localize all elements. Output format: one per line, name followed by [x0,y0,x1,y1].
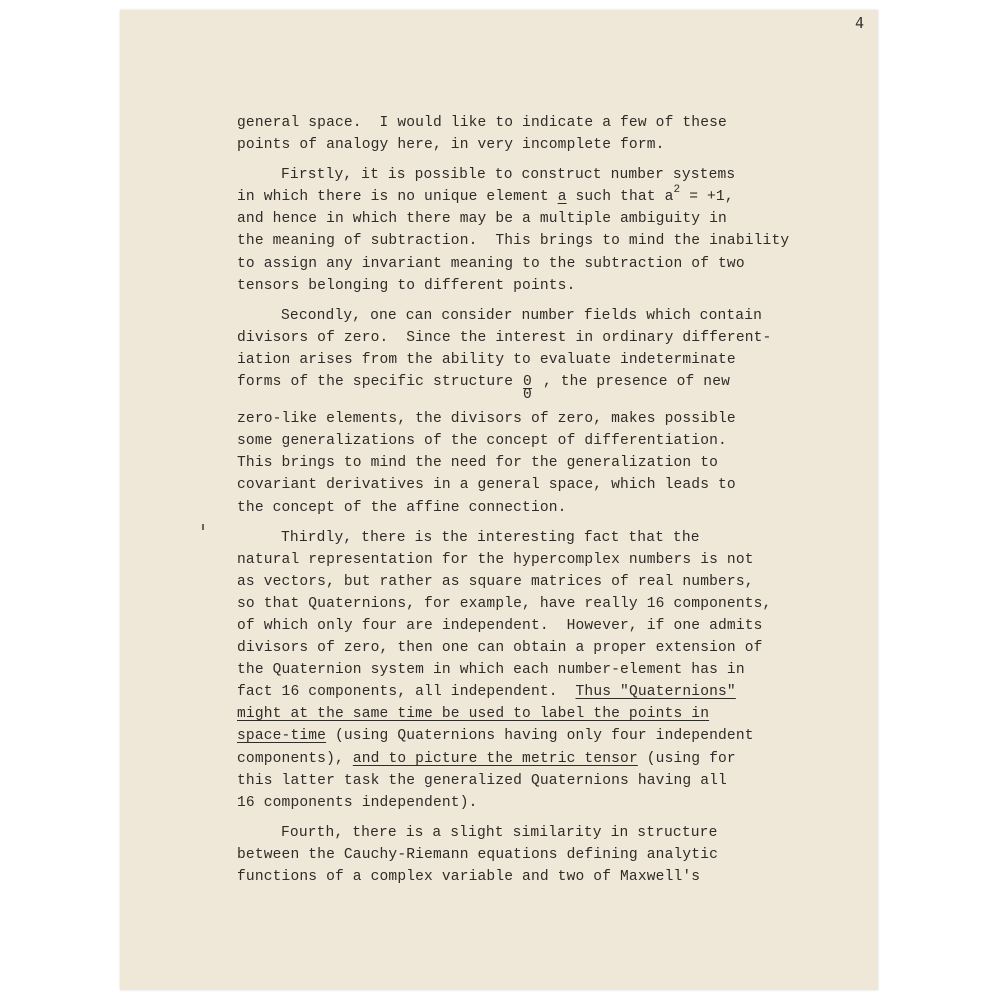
text-line: iation arises from the ability to evaluate indeterminate [237,351,736,368]
text-line: some generalizations of the concept of differentiation. [237,433,727,450]
text-line: functions of a complex variable and two of Maxwell's [237,869,701,885]
text-line: forms of the specific structure 0 0 , the presence of new [237,371,789,393]
text-line: so that Quaternions, for example, have really 16 components, [237,595,772,612]
text-line: Secondly, one can consider number fields which contain [281,307,763,324]
underlined-text: and to picture the metric tensor [352,750,638,767]
text-line: in which there is no unique element a such that $a^2 = +1$, [237,184,734,206]
text-line: divisors of zero. Since the interest in ordinary different- [237,329,772,346]
text-line: of which only four are independent. However, if one admits [237,617,763,634]
underlined-text: Thus "Quaternions" [575,684,736,701]
text-line: fact 16 components, all independent. Thus "Quaternions" [237,684,736,701]
margin-mark [202,524,204,530]
text-line: the meaning of subtraction. This brings to mind the inability [237,233,790,250]
text-line: Fourth, there is a slight similarity in structure [281,824,718,841]
text-line: to assign any invariant meaning to the subtraction of two [237,255,745,272]
text-line: space-time (using Quaternions having only four independent [237,728,754,745]
text-line: divisors of zero, then one can obtain a proper extension of [237,640,763,657]
text-line: Thirdly, there is the interesting fact that the [281,529,700,546]
underlined-text: space-time [237,728,327,745]
text-line: covariant derivatives in a general space, which leads to [237,477,736,494]
text-line: tensors belonging to different points. [237,277,576,294]
text-line: components), and to picture the metric tensor (using for [237,750,736,767]
text-line: Firstly, it is possible to construct number systems [281,167,736,184]
page-number: 4 [855,14,865,32]
typed-page [120,10,878,990]
underlined-text: might at the same time be used to label the points in [237,706,710,723]
text-line: and hence in which there may be a multiple ambiguity in [237,211,727,228]
text-line: zero-like elements, the divisors of zero, makes possible [237,411,736,428]
text-line: this latter task the generalized Quaternions having all [237,772,727,789]
underlined-a: a [557,189,567,206]
page-body [237,112,789,888]
text-line: This brings to mind the need for the generalization to [237,455,719,472]
text-line: as vectors, but rather as square matrices of real numbers, [237,573,754,590]
text-line [237,703,789,725]
text-line: points of analogy here, in very incomplete form. [237,137,665,154]
text-line: the Quaternion system in which each number-element has in [237,662,745,679]
fraction-zero-over-zero: 0 0 [523,374,532,404]
text-line: natural representation for the hypercomplex numbers is not [237,551,754,568]
text-line: general space. I would like to indicate a few of these [237,115,727,131]
text-line: 16 components independent). [237,794,478,811]
text-line: the concept of the affine connection. [237,499,567,516]
text-line: between the Cauchy-Riemann equations defining analytic [237,846,719,863]
superscript: 2 [673,184,681,197]
